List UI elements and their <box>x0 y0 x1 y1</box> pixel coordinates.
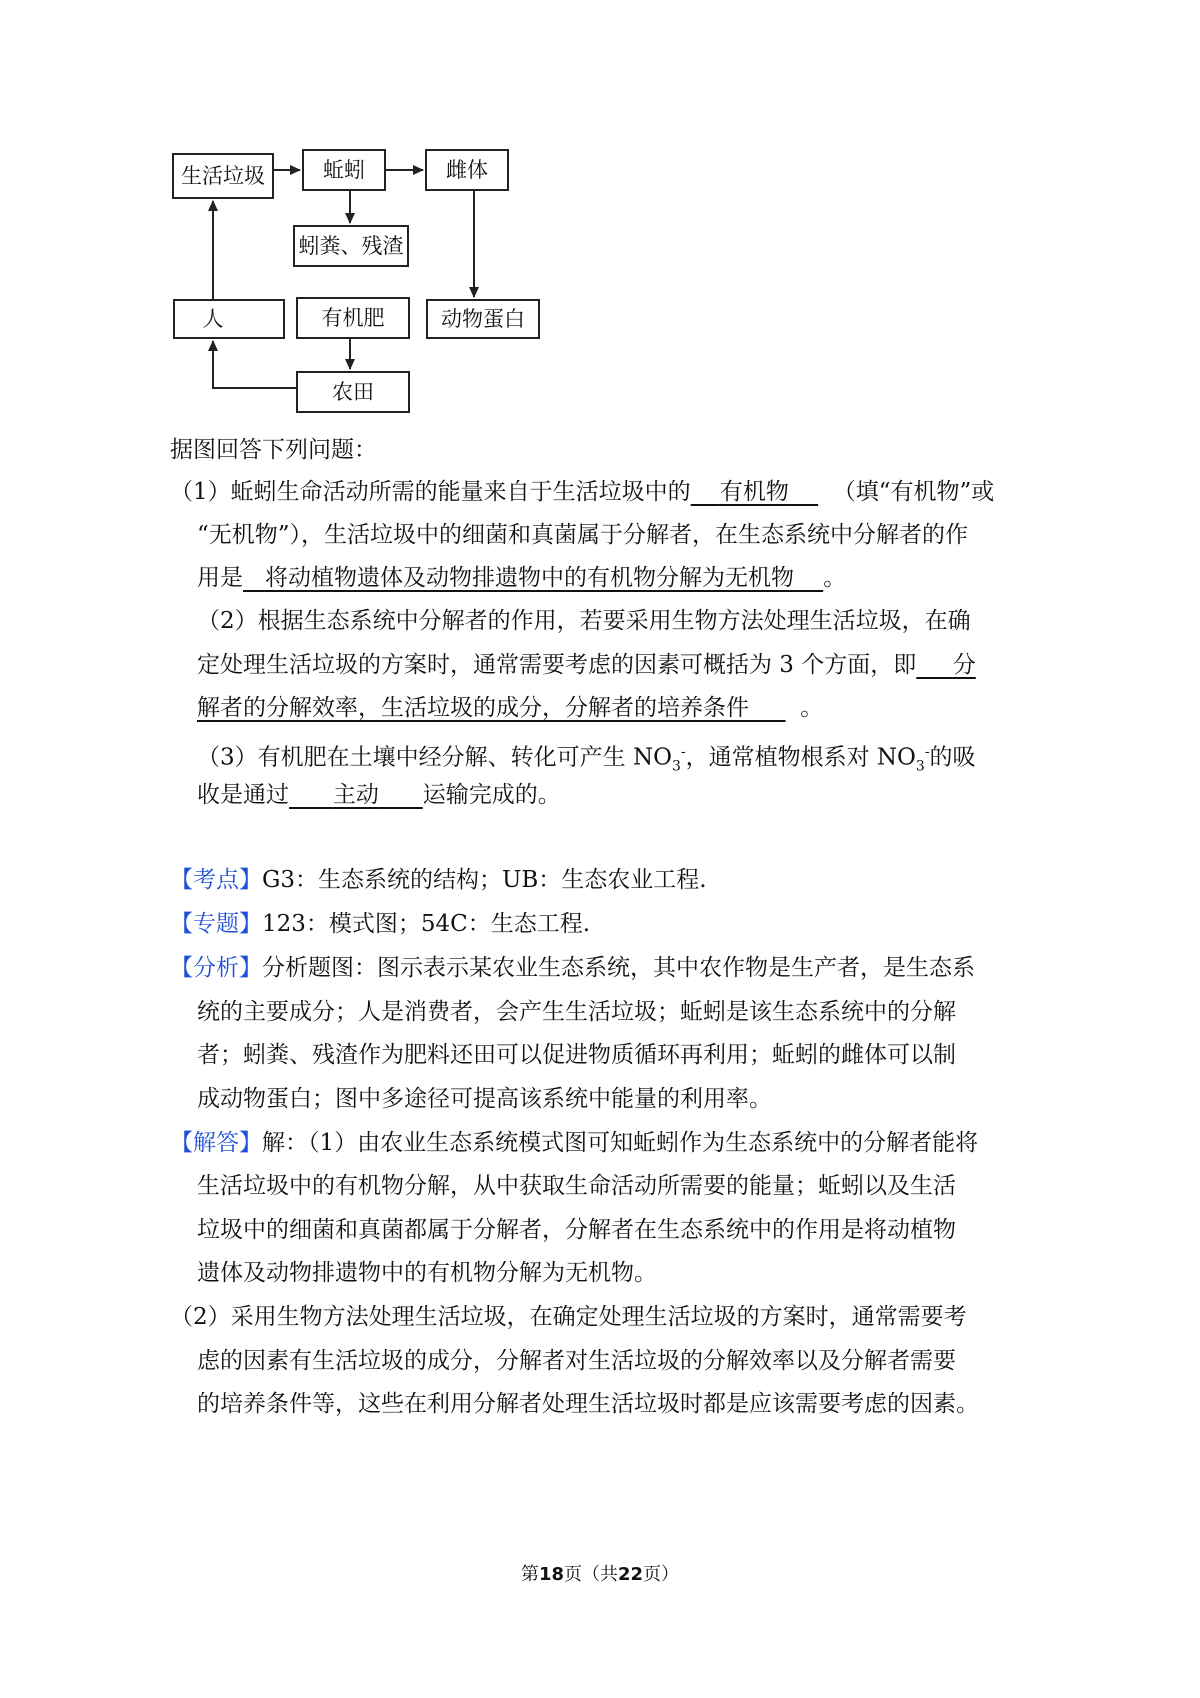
node-earthworm <box>303 150 385 190</box>
svg-text:蚓粪、残渣: 蚓粪、残渣 <box>298 234 404 258</box>
kaodian-line: 【考点】G3：生态系统的结构；UB：生态农业工程. <box>170 867 707 893</box>
svg-text:农田: 农田 <box>332 380 374 404</box>
q3-line1: （3）有机肥在土壤中经分解、转化可产生 $NO_3^-$，通常植物根系对 $NO_3^-$的吸 <box>197 744 976 775</box>
ecosystem-diagram <box>0 0 1200 460</box>
zhuanti-tag: 【专题】 <box>170 911 262 937</box>
intro-text: 据图回答下列问题： <box>170 437 377 463</box>
q2-line3: 解者的分解效率，生活垃圾的成分，分解者的培养条件 。 <box>197 695 824 721</box>
jieda-tag: 【解答】 <box>170 1130 262 1156</box>
fenxi-line1: 【分析】分析题图：图示表示某农业生态系统，其中农作物是生产者，是生态系 <box>170 955 975 981</box>
fenxi-line4: 成动物蛋白；图中多途径可提高该系统中能量的利用率。 <box>197 1086 772 1112</box>
svg-text:有机肥: 有机肥 <box>321 306 385 330</box>
q1-answer-2: 将动植物遗体及动物排遗物中的有机物分解为无机物 <box>264 565 794 591</box>
q3-line2: 收是通过 主动 运输完成的。 <box>197 782 561 808</box>
page-total: 22 <box>618 1564 644 1585</box>
node-female <box>426 150 508 190</box>
jieda-line1: 【解答】解：（1）由农业生态系统模式图可知蚯蚓作为生态系统中的分解者能将 <box>170 1130 979 1156</box>
svg-text:雌体: 雌体 <box>446 158 488 182</box>
q2-line2 <box>197 650 976 680</box>
svg-text:蚯蚓: 蚯蚓 <box>323 158 365 182</box>
svg-text:生活垃圾: 生活垃圾 <box>181 164 265 188</box>
q2-text-2: 定处理生活垃圾的方案时，通常需要考虑的因素可概括为 3 个方面，即 <box>197 652 917 678</box>
q1-text-3: 用是 <box>197 565 243 591</box>
page-number: 18 <box>538 1564 564 1585</box>
jieda-line4: 遗体及动物排遗物中的有机物分解为无机物。 <box>197 1260 657 1286</box>
jieda-line3: 垃圾中的细菌和真菌都属于分解者，分解者在生态系统中的作用是将动植物 <box>197 1217 956 1243</box>
jieda-line2: 生活垃圾中的有机物分解，从中获取生命活动所需要的能量；蚯蚓以及生活 <box>197 1173 956 1199</box>
q2-answer-start: 分 <box>952 652 976 678</box>
q1-line2: “无机物”），生活垃圾中的细菌和真菌属于分解者，在生态系统中分解者的作 <box>197 522 969 548</box>
q1-answer-1: 有机物 <box>719 479 789 505</box>
node-protein <box>427 300 539 338</box>
jieda2-line1: （2）采用生物方法处理生活垃圾，在确定处理生活垃圾的方案时，通常需要考 <box>170 1304 967 1330</box>
node-fertilizer <box>297 298 409 338</box>
fenxi-line2: 统的主要成分；人是消费者，会产生生活垃圾；蚯蚓是该生态系统中的分解 <box>197 999 956 1025</box>
jieda2-line2: 虑的因素有生活垃圾的成分，分解者对生活垃圾的分解效率以及分解者需要 <box>197 1348 956 1374</box>
arrow-farmland-human <box>213 341 297 388</box>
page-footer: 第18页（共22页） <box>520 1564 680 1585</box>
node-garbage <box>173 154 273 198</box>
node-human <box>174 300 284 338</box>
node-farmland <box>297 372 409 412</box>
q1-hint: （填“有机物”或 <box>832 479 995 505</box>
fenxi-tag: 【分析】 <box>170 955 262 981</box>
fenxi-line3: 者；蚓粪、残渣作为肥料还田可以促进物质循环再利用；蚯蚓的雌体可以制 <box>197 1042 956 1068</box>
q2-answer-end: 解者的分解效率，生活垃圾的成分，分解者的培养条件 <box>197 695 749 721</box>
q1-text: （1）蚯蚓生命活动所需的能量来自于生活垃圾中的 <box>170 479 691 505</box>
svg-text:动物蛋白: 动物蛋白 <box>441 307 525 331</box>
q3-answer: 主动 <box>332 782 379 808</box>
q1-line3: 用是 将动植物遗体及动物排遗物中的有机物分解为无机物 。 <box>197 565 847 591</box>
node-manure <box>294 226 408 266</box>
kaodian-tag: 【考点】 <box>170 867 262 893</box>
zhuanti-line: 【专题】123：模式图；54C：生态工程. <box>170 911 591 937</box>
jieda2-line3: 的培养条件等，这些在利用分解者处理生活垃圾时都是应该需要考虑的因素。 <box>197 1391 979 1417</box>
q2-line1: （2）根据生态系统中分解者的作用，若要采用生物方法处理生活垃圾，在确 <box>197 608 971 634</box>
q1-line1 <box>170 477 994 507</box>
svg-text:人: 人 <box>202 307 224 331</box>
